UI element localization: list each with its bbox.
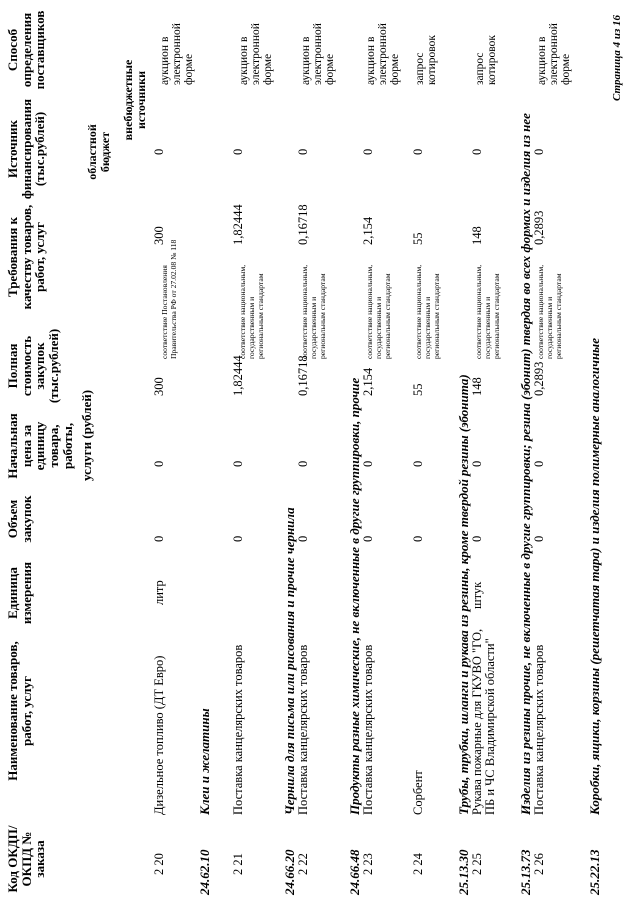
header-requirements: Требования к качеству товаров, работ, услуг: [5, 204, 48, 310]
row-total: 300: [152, 377, 166, 396]
row-volume: 0: [411, 535, 425, 542]
row-volume: 0: [231, 535, 245, 542]
row-total: 55: [411, 383, 425, 396]
row-total: 0,2893: [532, 361, 546, 396]
group-code: 25.22.13: [587, 849, 602, 895]
row-name: Поставка канцелярских товаров: [231, 644, 245, 815]
group-code: 25.13.73: [518, 849, 533, 895]
row-volume: 0: [361, 535, 375, 542]
row-volume: 0: [152, 535, 166, 542]
row-extra: 0: [361, 148, 375, 155]
row-req: соответствие национальным, государственным и региональным стандартам: [536, 264, 564, 359]
row-code: 2 21: [231, 853, 245, 875]
row-price: 0: [361, 460, 375, 467]
row-code: 2 22: [296, 853, 310, 875]
group-title: Коробки, ящики, корзины (решетчатая тара) и изделия полимерные аналогичные: [587, 338, 602, 815]
group-title: Клеи и желатины: [197, 708, 212, 815]
row-req: соответствие национальным, государственным и региональным стандартам: [365, 264, 393, 359]
row-method: аукцион в электронной форме: [238, 23, 275, 85]
row-budget: 55: [411, 232, 425, 245]
header-name: Наименование товаров, работ, услуг: [5, 641, 34, 781]
row-volume: 0: [296, 535, 310, 542]
header-fin-budget: областной бюджет: [85, 124, 112, 180]
row-code: 2 26: [532, 853, 546, 875]
header-fin-extra: внебюджетные источники: [121, 59, 148, 141]
row-extra: 0: [532, 148, 546, 155]
row-price: 0: [470, 460, 484, 467]
row-code: 2 25: [470, 853, 484, 875]
row-price: 0: [296, 460, 310, 467]
row-name: Поставка канцелярских товаров: [361, 644, 375, 815]
row-total: 1,82444: [231, 355, 245, 396]
header-price-sub: услуги (рублей): [79, 389, 94, 481]
row-budget: 0,2893: [532, 210, 546, 245]
row-unit: литр: [152, 580, 166, 605]
row-budget: 0,16718: [296, 204, 310, 245]
row-total: 148: [470, 377, 484, 396]
row-budget: 2,154: [361, 216, 375, 245]
row-total: 2,154: [361, 367, 375, 396]
row-req: соответствие национальным, государственным и региональным стандартам: [414, 264, 442, 359]
header-total: Полная стоимость закупок (тыс.рублей): [5, 328, 61, 404]
header-unit: Единица измерения: [5, 561, 34, 625]
row-volume: 0: [532, 535, 546, 542]
row-extra: 0: [470, 148, 484, 155]
row-budget: 1,82444: [231, 204, 245, 245]
row-extra: 0: [152, 148, 166, 155]
row-code: 2 23: [361, 853, 375, 875]
page-number: Страница 4 из 16: [611, 14, 623, 101]
row-method: запрос котировок: [414, 35, 439, 85]
header-method: Способ определения поставщиков: [5, 10, 48, 90]
row-price: 0: [152, 460, 166, 467]
row-req: соответствие национальным, государственным и региональным стандартам: [300, 264, 328, 359]
group-code: 24.66.20: [282, 849, 297, 895]
row-name: Поставка канцелярских товаров: [532, 644, 546, 815]
row-price: 0: [411, 460, 425, 467]
group-title: Продукты разные химические, не включенные в другие группировки, прочие: [347, 377, 362, 815]
row-name: Поставка канцелярских товаров: [296, 644, 310, 815]
row-name: Дизельное топливо (ДТ Евро): [152, 655, 166, 815]
row-code: 2 24: [411, 853, 425, 875]
group-title: Изделия из резины прочие, не включенные в другие группировки; резина (эбонит) твердая во всех формах и изделия из нее: [518, 113, 533, 815]
row-price: 0: [532, 460, 546, 467]
row-req: соответствие Постановления Правительства РФ от 27.02.08 № 118: [160, 239, 179, 359]
row-method: аукцион в электронной форме: [365, 23, 402, 85]
row-method: аукцион в электронной форме: [300, 23, 337, 85]
row-extra: 0: [231, 148, 245, 155]
row-budget: 300: [152, 226, 166, 245]
row-total: 0,16718: [296, 355, 310, 396]
row-name: Сорбент: [411, 770, 425, 815]
row-price: 0: [231, 460, 245, 467]
row-code: 2 20: [152, 853, 166, 875]
row-method: аукцион в электронной форме: [159, 23, 196, 85]
header-volume: Объем закупок: [5, 495, 34, 543]
header-price: Начальная цена за единицу товара, работы,: [5, 413, 75, 479]
group-title: Трубы, трубки, шланги и рукава из резины, кроме твердой резины (эбонита): [456, 374, 471, 815]
header-financing: Источник финансирования (тыс.рублей): [5, 98, 48, 200]
row-volume: 0: [470, 535, 484, 542]
row-req: соответствие национальным, государственным и региональным стандартам: [238, 264, 266, 359]
group-code: 24.66.48: [347, 849, 362, 895]
row-extra: 0: [411, 148, 425, 155]
row-method: аукцион в электронной форме: [536, 23, 573, 85]
row-req: соответствие национальным, государственным и региональным стандартам: [474, 264, 502, 359]
group-code: 25.13.30: [456, 849, 471, 895]
row-method: запрос котировок: [474, 35, 499, 85]
group-title: Чернила для письма или рисования и прочие чернила: [282, 507, 297, 815]
row-name: Рукава пожарные для ГКУВО "ГО, ПБ и ЧС Владимирской области": [470, 628, 498, 815]
row-extra: 0: [296, 148, 310, 155]
row-budget: 148: [470, 226, 484, 245]
header-code: Код ОКДП/ ОКПД № заказа: [5, 825, 48, 893]
group-code: 24.62.10: [197, 849, 212, 895]
row-unit: штук: [470, 581, 484, 609]
